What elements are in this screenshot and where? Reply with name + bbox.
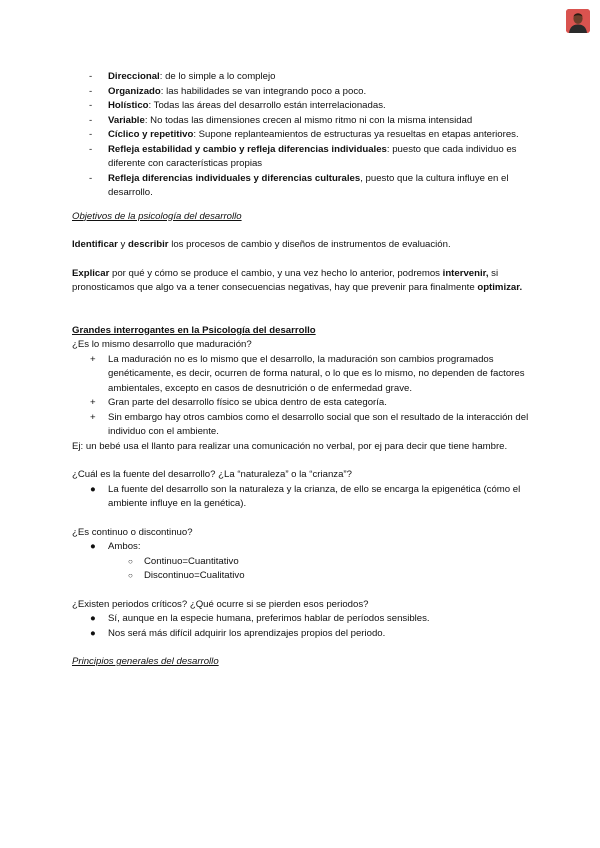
question-2-list [72, 483, 532, 512]
list-item: - Refleja estabilidad y cambio y refleja diferencias individuales: puesto que cada individuo es diferente con características propias [89, 143, 517, 169]
objectives-heading: Objetivos de la psicología del desarrollo [72, 210, 242, 222]
question-3-sublist [72, 555, 532, 584]
list-item: - Direccional: de lo simple a lo complejo [89, 71, 276, 82]
question-3-list [72, 540, 532, 555]
question-4-list [72, 612, 532, 641]
list-item: - Cíclico y repetitivo: Supone replanteamientos de estructuras ya resueltas en etapas anteriores. [89, 129, 519, 140]
list-item: - Organizado: las habilidades se van integrando poco a poco. [89, 85, 367, 97]
list-item: ● La fuente del desarrollo son la naturaleza y la crianza, de ello se encarga la epigenética (cómo el ambiente influye en la genética). [90, 483, 521, 509]
list-item: + La maduración no es lo mismo que el desarrollo, la maduración son cambios programados genéticamente, es decir, ocurren de forma natural, o lo que es lo mismo, no dependen de factores ambientales, excepto en casos de desnutrición o de enfermedad grave. [90, 353, 525, 394]
objectives-paragraph-2: Explicar por qué y cómo se produce el cambio, y una vez hecho lo anterior, podremos intervenir, si pronosticamos que algo va a tener consecuencias negativas, hay que prevenir para finalmente optimizar. [72, 267, 523, 293]
question-3: ¿Es continuo o discontinuo? [72, 526, 193, 538]
list-item: - Refleja diferencias individuales y diferencias culturales, puesto que la cultura influye en el desarrollo. [89, 172, 509, 198]
objectives-paragraph-1: Identificar y describir los procesos de cambio y diseños de instrumentos de evaluación. [72, 239, 451, 250]
principles-list [72, 70, 532, 201]
list-item: ○ Discontinuo=Cualitativo [128, 570, 245, 581]
question-4: ¿Existen periodos críticos? ¿Qué ocurre si se pierden esos periodos? [72, 598, 369, 610]
question-1-list [72, 353, 532, 440]
list-item: ● Ambos: [90, 541, 141, 552]
list-item: ● Sí, aunque en la especie humana, preferimos hablar de períodos sensibles. [90, 613, 430, 624]
list-item: + Sin embargo hay otros cambios como el desarrollo social que son el resultado de la interacción del individuo con el ambiente. [90, 411, 529, 437]
questions-heading: Grandes interrogantes en la Psicología del desarrollo [72, 324, 316, 336]
question-1: ¿Es lo mismo desarrollo que maduración? [72, 339, 252, 350]
list-item: ○ Continuo=Cuantitativo [128, 555, 239, 567]
question-2: ¿Cuál es la fuente del desarrollo? ¿La “naturaleza” o la “crianza”? [72, 469, 352, 480]
list-item: - Holístico: Todas las áreas del desarrollo están interrelacionadas. [89, 100, 386, 111]
list-item: - Variable: No todas las dimensiones crecen al mismo ritmo ni con la misma intensidad [89, 114, 473, 126]
list-item: + Gran parte del desarrollo físico se ubica dentro de esta categoría. [90, 397, 387, 408]
list-item: ● Nos será más difícil adquirir los aprendizajes propios del periodo. [90, 627, 386, 639]
example-text: Ej: un bebé usa el llanto para realizar una comunicación no verbal, por ej para decir que tiene hambre. [72, 440, 508, 452]
principles-heading: Principios generales del desarrollo [72, 656, 219, 667]
document-body [72, 70, 532, 670]
user-avatar[interactable] [566, 9, 590, 33]
avatar-portrait-icon [566, 9, 590, 33]
